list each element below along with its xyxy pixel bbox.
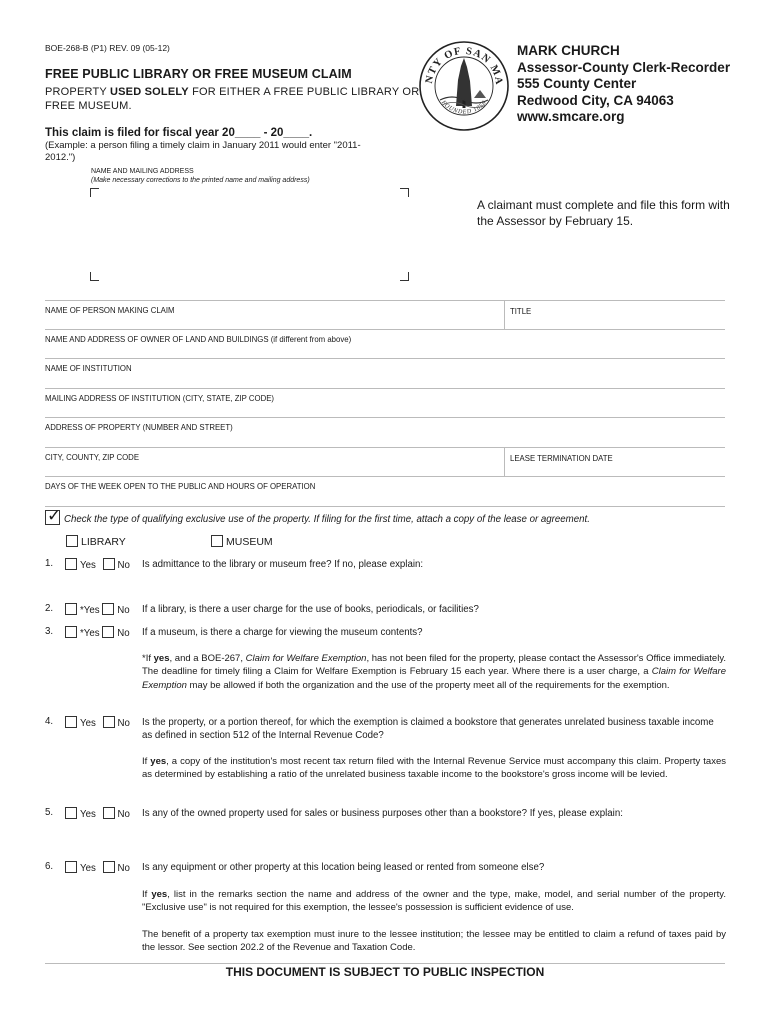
agency-info <box>517 43 730 126</box>
question-text: Is admittance to the library or museum free? If no, please explain: <box>142 559 424 570</box>
question-number: 3. <box>45 626 54 637</box>
fiscal-year-line[interactable]: This claim is filed for fiscal year 20____ - 20____. <box>45 127 313 139</box>
no-label: No <box>117 628 130 639</box>
question-number: 6. <box>45 861 54 872</box>
person-name-label: NAME OF PERSON MAKING CLAIM <box>45 306 175 315</box>
svg-text:COUNTY OF SAN MATEO: NTY OF SAN MA <box>423 45 505 86</box>
question-text: Is any of the owned property used for sales or business purposes other than a bookstore? If yes, please explain: <box>142 808 623 819</box>
museum-checkbox[interactable] <box>211 535 223 547</box>
days-hours-label: DAYS OF THE WEEK OPEN TO THE PUBLIC AND HOURS OF OPERATION <box>45 482 316 491</box>
museum-option[interactable] <box>211 535 273 548</box>
city-county-zip-label: CITY, COUNTY, ZIP CODE <box>45 452 140 462</box>
yes-label: *Yes <box>80 628 100 639</box>
subtitle-pre: PROPERTY <box>45 86 110 98</box>
address-corner-br <box>400 272 409 281</box>
property-address-label: ADDRESS OF PROPERTY (NUMBER AND STREET) <box>45 423 233 432</box>
lease-date-label: LEASE TERMINATION DATE <box>510 453 613 463</box>
use-type-instruction <box>45 510 725 525</box>
question-text: Is the property, or a portion thereof, for which the exemption is claimed a bookstore that generates unrelated business taxable income as defined in section 512 of the Internal Revenue Code? <box>142 717 714 741</box>
yes-label: Yes <box>80 718 96 729</box>
owner-label: NAME AND ADDRESS OF OWNER OF LAND AND BUILDINGS (if different from above) <box>45 334 352 344</box>
field-property-address[interactable] <box>45 418 725 448</box>
no-label: No <box>117 863 130 874</box>
no-label: No <box>117 809 130 820</box>
agency-website[interactable]: www.smcare.org <box>517 109 625 125</box>
yes-checkbox[interactable] <box>65 603 77 615</box>
claimant-fields <box>45 300 725 507</box>
field-person-name[interactable] <box>45 300 725 330</box>
agency-city: Redwood City, CA 94063 <box>517 92 674 108</box>
yes-checkbox[interactable] <box>65 807 77 819</box>
museum-label: MUSEUM <box>226 536 273 548</box>
fiscal-year-example: (Example: a person filing a timely claim in January 2011 would enter "2011-2012.") <box>45 140 361 163</box>
field-lease-date[interactable] <box>504 448 613 477</box>
subtitle-bold: USED SOLELY <box>109 86 189 98</box>
question-number: 4. <box>45 716 54 727</box>
yes-label: Yes <box>80 560 96 571</box>
field-title[interactable] <box>504 301 531 329</box>
name-address-field[interactable] <box>95 193 395 269</box>
yes-checkbox[interactable] <box>65 558 77 570</box>
no-checkbox[interactable] <box>103 807 115 819</box>
title-label: TITLE <box>510 307 532 316</box>
address-corner-tr <box>400 188 409 197</box>
library-label: LIBRARY <box>81 536 126 548</box>
question-text: Is any equipment or other property at this location being leased or rented from someone else? <box>142 862 545 873</box>
check-mark-icon <box>45 510 60 525</box>
name-address-label <box>91 167 310 185</box>
yes-label: *Yes <box>80 605 100 616</box>
field-mailing-address[interactable] <box>45 389 725 419</box>
field-city-county-zip[interactable] <box>45 448 725 478</box>
no-checkbox[interactable] <box>102 603 114 615</box>
form-number: BOE-268-B (P1) REV. 09 (05-12) <box>45 43 170 53</box>
no-checkbox[interactable] <box>103 861 115 873</box>
field-days-hours[interactable] <box>45 477 725 507</box>
county-seal <box>418 40 510 132</box>
library-option[interactable] <box>66 535 126 548</box>
form-title: FREE PUBLIC LIBRARY OR FREE MUSEUM CLAIM <box>45 67 352 81</box>
assessor-office: Assessor-County Clerk-Recorder <box>517 59 731 75</box>
leased-property-note: If yes, list in the remarks section the name and address of the owner and the type, make, model, and serial number of the property. "Exclusive use" is not required for this exemption, the lessee's possession is sufficient evidence of use. <box>142 889 726 914</box>
footer-divider <box>45 963 725 964</box>
welfare-exemption-note: *If yes, and a BOE-267, Claim for Welfare Exemption, has not been filed for the property, please contact the Assessor's Office immediately. The deadline for timely filing a Claim for Welfare Exemption is February 15 each year. Where there is a user charge, a Claim for Welfare Exemption may be allowed if both the organization and the use of the property meet all of the requirements for the exemption. <box>142 653 727 691</box>
use-type-instruction-text: Check the type of qualifying exclusive use of the property. If filing for the first time, attach a copy of the lease or agreement. <box>64 514 590 525</box>
lessee-benefit-note: The benefit of a property tax exemption must inure to the lessee institution; the lessee may be entitled to claim a refund of taxes paid by the lessor. See section 202.2 of the Revenue and Taxation Code. <box>142 929 726 954</box>
question-text: If a library, is there a user charge for the use of books, periodicals, or facilities? <box>142 604 479 615</box>
question-text: If a museum, is there a charge for viewing the museum contents? <box>142 627 423 638</box>
bookstore-tax-note: If yes, a copy of the institution's most recent tax return filed with the Internal Revenue Service must accompany this claim. Property taxes as determined by establishing a ratio of the unrelated business taxable income to the bookstore's gross income will be levied. <box>142 756 726 781</box>
field-institution[interactable] <box>45 359 725 389</box>
no-checkbox[interactable] <box>102 626 114 638</box>
no-label: No <box>117 718 130 729</box>
form-subtitle <box>45 85 425 113</box>
filing-deadline-note: A claimant must complete and file this form with the Assessor by February 15. <box>477 198 730 228</box>
no-label: No <box>117 560 130 571</box>
question-number: 2. <box>45 603 54 614</box>
yes-checkbox[interactable] <box>65 626 77 638</box>
institution-label: NAME OF INSTITUTION <box>45 364 132 373</box>
no-checkbox[interactable] <box>103 558 115 570</box>
yes-label: Yes <box>80 863 96 874</box>
question-number: 5. <box>45 807 54 818</box>
assessor-name: MARK CHURCH <box>517 43 620 58</box>
mailing-address-label: MAILING ADDRESS OF INSTITUTION (CITY, STATE, ZIP CODE) <box>45 393 275 403</box>
name-address-title: NAME AND MAILING ADDRESS <box>91 168 194 175</box>
public-inspection-footer: THIS DOCUMENT IS SUBJECT TO PUBLIC INSPECTION <box>225 965 545 979</box>
no-checkbox[interactable] <box>103 716 115 728</box>
name-address-note: (Make necessary corrections to the printed name and mailing address) <box>91 177 310 184</box>
yes-checkbox[interactable] <box>65 716 77 728</box>
subtitle-post: FOR EITHER A FREE PUBLIC LIBRARY OR FREE MUSEUM. <box>45 86 420 112</box>
question-number: 1. <box>45 558 54 569</box>
address-corner-bl <box>90 272 99 281</box>
yes-checkbox[interactable] <box>65 861 77 873</box>
library-checkbox[interactable] <box>66 535 78 547</box>
no-label: No <box>117 605 130 616</box>
svg-text:FOUNDED 1856: FOUNDED 1856 <box>439 99 489 116</box>
agency-street: 555 County Center <box>517 76 637 92</box>
yes-label: Yes <box>80 809 96 820</box>
field-owner[interactable] <box>45 330 725 360</box>
